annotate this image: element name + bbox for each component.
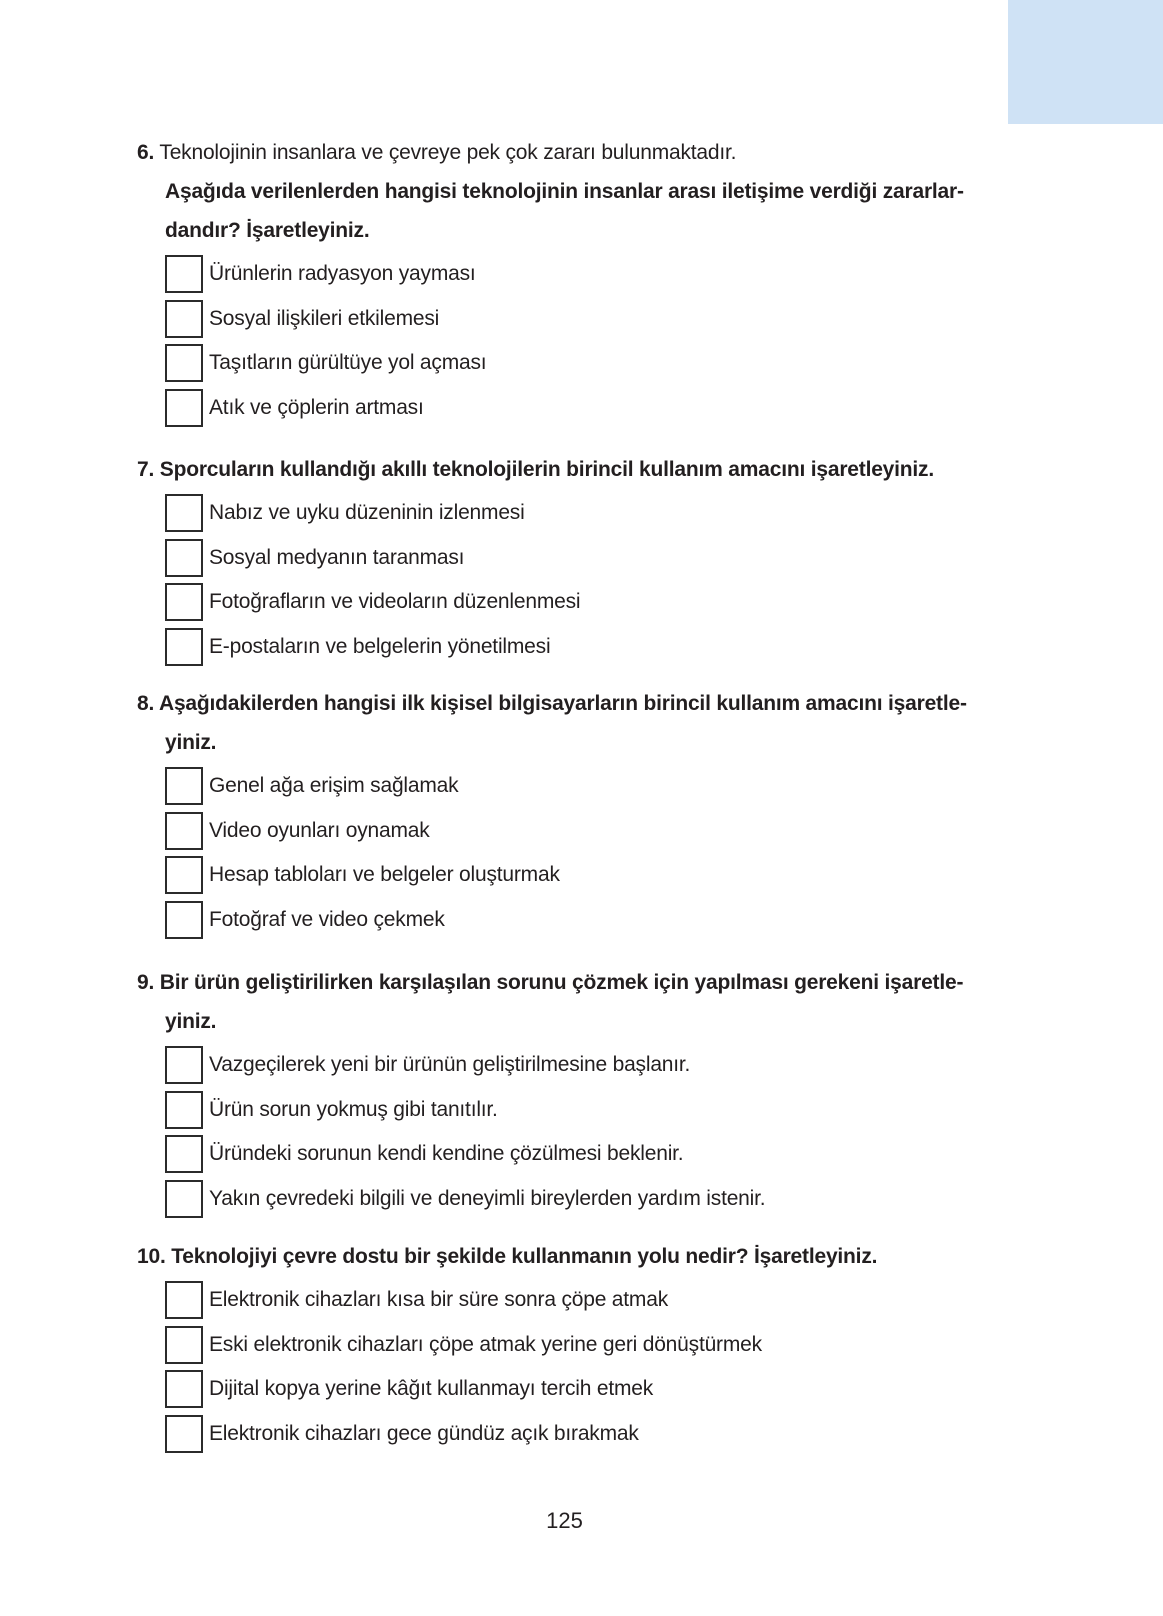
answer-checkbox[interactable] xyxy=(165,767,203,805)
answer-options xyxy=(137,764,1017,942)
answer-option[interactable] xyxy=(165,764,1017,809)
question-text: yiniz. xyxy=(165,731,217,754)
answer-label: Genel ağa erişim sağlamak xyxy=(209,774,459,798)
answer-option[interactable] xyxy=(165,1278,1017,1323)
answer-options xyxy=(137,491,1017,669)
answer-label: Dijital kopya yerine kâğıt kullanmayı tercih etmek xyxy=(209,1377,654,1401)
question-7 xyxy=(137,450,1017,669)
answer-checkbox[interactable] xyxy=(165,1091,203,1129)
answer-options xyxy=(137,1278,1017,1456)
question-6 xyxy=(137,133,1017,430)
question-text: Aşağıdakilerden hangisi ilk kişisel bilgisayarların birincil kullanım amacını işaretle- xyxy=(158,692,967,715)
answer-checkbox[interactable] xyxy=(165,856,203,894)
answer-label: E-postaların ve belgelerin yönetilmesi xyxy=(209,634,551,658)
answer-option[interactable] xyxy=(165,1323,1017,1368)
question-text: Bir ürün geliştirilirken karşılaşılan sorunu çözmek için yapılması gerekeni işaretle- xyxy=(159,971,964,994)
answer-checkbox[interactable] xyxy=(165,389,203,427)
answer-label: Fotoğrafların ve videoların düzenlenmesi xyxy=(209,590,581,614)
question-8 xyxy=(137,684,1017,942)
answer-checkbox[interactable] xyxy=(165,1326,203,1364)
question-text: Teknolojiyi çevre dostu bir şekilde kullanmanın yolu nedir? İşaretleyiniz. xyxy=(171,1245,878,1268)
answer-checkbox[interactable] xyxy=(165,1370,203,1408)
answer-options xyxy=(137,1043,1017,1221)
question-text-line xyxy=(137,684,1017,723)
answer-checkbox[interactable] xyxy=(165,300,203,338)
answer-label: Hesap tabloları ve belgeler oluşturmak xyxy=(209,863,560,887)
answer-label: Ürün sorun yokmuş gibi tanıtılır. xyxy=(209,1097,498,1121)
answer-option[interactable] xyxy=(165,580,1017,625)
answer-option[interactable] xyxy=(165,252,1017,297)
answer-checkbox[interactable] xyxy=(165,539,203,577)
question-10 xyxy=(137,1237,1017,1456)
answer-option[interactable] xyxy=(165,1177,1017,1222)
answer-label: Sosyal ilişkileri etkilemesi xyxy=(209,306,440,330)
answer-checkbox[interactable] xyxy=(165,583,203,621)
answer-checkbox[interactable] xyxy=(165,812,203,850)
answer-label: Elektronik cihazları gece gündüz açık bırakmak xyxy=(209,1421,639,1445)
answer-checkbox[interactable] xyxy=(165,494,203,532)
answer-options xyxy=(137,252,1017,430)
question-intro: Teknolojinin insanlara ve çevreye pek çok zararı bulunmaktadır. xyxy=(159,141,737,164)
answer-label: Taşıtların gürültüye yol açması xyxy=(209,351,487,375)
question-number: 10. xyxy=(137,1245,166,1268)
answer-option[interactable] xyxy=(165,491,1017,536)
answer-option[interactable] xyxy=(165,625,1017,670)
answer-label: Eski elektronik cihazları çöpe atmak yerine geri dönüştürmek xyxy=(209,1332,762,1356)
answer-option[interactable] xyxy=(165,1043,1017,1088)
answer-checkbox[interactable] xyxy=(165,344,203,382)
question-text: Sporcuların kullandığı akıllı teknolojilerin birincil kullanım amacını işaretleyiniz. xyxy=(159,458,934,481)
answer-option[interactable] xyxy=(165,297,1017,342)
answer-checkbox[interactable] xyxy=(165,1046,203,1084)
question-text: dandır? İşaretleyiniz. xyxy=(165,219,370,242)
answer-option[interactable] xyxy=(165,386,1017,431)
answer-label: Üründeki sorunun kendi kendine çözülmesi beklenir. xyxy=(209,1142,684,1166)
answer-checkbox[interactable] xyxy=(165,1135,203,1173)
answer-label: Sosyal medyanın taranması xyxy=(209,545,465,569)
answer-label: Elektronik cihazları kısa bir süre sonra çöpe atmak xyxy=(209,1288,668,1312)
answer-label: Vazgeçilerek yeni bir ürünün geliştirilmesine başlanır. xyxy=(209,1053,691,1077)
answer-option[interactable] xyxy=(165,1412,1017,1457)
answer-option[interactable] xyxy=(165,341,1017,386)
answer-checkbox[interactable] xyxy=(165,255,203,293)
answer-checkbox[interactable] xyxy=(165,901,203,939)
answer-option[interactable] xyxy=(165,853,1017,898)
answer-option[interactable] xyxy=(165,1088,1017,1133)
question-text: Aşağıda verilenlerden hangisi teknolojinin insanlar arası iletişime verdiği zararlar- xyxy=(165,180,964,203)
answer-checkbox[interactable] xyxy=(165,1415,203,1453)
corner-color-tab xyxy=(1008,0,1163,124)
answer-option[interactable] xyxy=(165,898,1017,943)
question-text-line xyxy=(137,1237,1017,1276)
answer-option[interactable] xyxy=(165,809,1017,854)
answer-option[interactable] xyxy=(165,1132,1017,1177)
answer-label: Atık ve çöplerin artması xyxy=(209,395,424,419)
question-number: 8. xyxy=(137,692,155,715)
answer-label: Ürünlerin radyasyon yayması xyxy=(209,262,476,286)
answer-label: Nabız ve uyku düzeninin izlenmesi xyxy=(209,501,525,525)
answer-label: Yakın çevredeki bilgili ve deneyimli bireylerden yardım istenir. xyxy=(209,1186,766,1210)
answer-option[interactable] xyxy=(165,1367,1017,1412)
question-6-intro-line xyxy=(137,133,1017,172)
answer-checkbox[interactable] xyxy=(165,1180,203,1218)
question-text-line xyxy=(137,963,1017,1002)
question-text-line xyxy=(137,450,1017,489)
answer-checkbox[interactable] xyxy=(165,1281,203,1319)
question-9 xyxy=(137,963,1017,1221)
answer-checkbox[interactable] xyxy=(165,628,203,666)
answer-option[interactable] xyxy=(165,536,1017,581)
question-text: yiniz. xyxy=(165,1010,217,1033)
answer-label: Video oyunları oynamak xyxy=(209,818,430,842)
question-number: 9. xyxy=(137,971,155,994)
page-number: 125 xyxy=(546,1508,583,1533)
answer-label: Fotoğraf ve video çekmek xyxy=(209,907,445,931)
question-number: 6. xyxy=(137,141,155,164)
question-number: 7. xyxy=(137,458,155,481)
